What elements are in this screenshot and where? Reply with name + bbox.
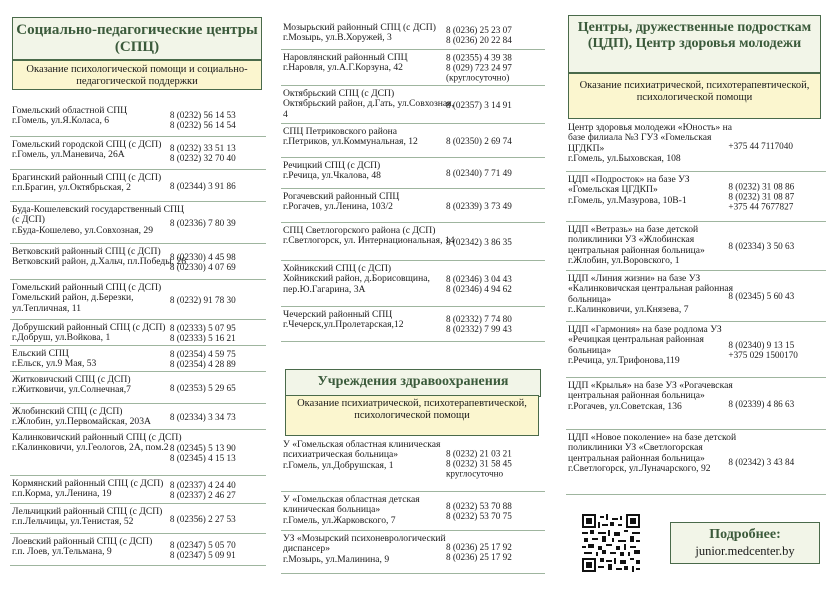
phone-number[interactable]: 8 (02334) 3 50 63 <box>728 240 795 251</box>
phone-number[interactable]: 8 (02340) 9 13 15 <box>728 339 795 350</box>
phone-number[interactable]: 8 (02346) 3 04 43 <box>445 273 512 284</box>
cdp-title: Центры, дружественные подросткам (ЦДП), Центр здоровья молодежи <box>577 20 812 51</box>
contact-name-address: Гомельский районный СПЦ (с ДСП) Гомельский район, д.Березки, ул.Тепличная, 11 <box>12 282 162 314</box>
contact-phones <box>170 348 262 368</box>
phone-number[interactable]: 8 (02330) 4 45 98 <box>169 251 236 262</box>
phone-number[interactable]: 8 (0232) 31 58 45 <box>445 458 512 469</box>
list-item <box>281 492 545 531</box>
list-item <box>281 307 545 342</box>
contact-name-address: Центр здоровья молодежи «Юность» на базе филиала №3 ГУЗ «Гомельская ЦГДКП» г.Гомель, ул.Быховская, 108 <box>568 122 733 165</box>
spc-title-box <box>12 17 262 60</box>
phone-number[interactable]: 8 (0232) 31 08 86 <box>728 181 795 192</box>
phone-number[interactable]: (круглосуточно) <box>445 72 510 83</box>
phone-number[interactable]: 8 (0232) 53 70 88 <box>445 500 512 511</box>
phone-number[interactable]: +375 44 7117040 <box>728 140 793 151</box>
phone-number[interactable]: 8 (02354) 4 28 89 <box>169 358 236 369</box>
spc-title: Социально-педагогические центры (СПЦ) <box>16 22 258 55</box>
list-item <box>281 86 545 124</box>
list-item <box>10 170 266 202</box>
contact-name-address: Гомельский областной СПЦ г.Гомель, ул.Я.Коласа, 6 <box>12 105 128 127</box>
contact-phones <box>446 542 541 562</box>
contact-phones <box>170 513 262 523</box>
list-item <box>281 531 545 574</box>
contact-phones <box>446 200 541 210</box>
more-info-title: Подробнее: <box>709 527 781 542</box>
phone-number[interactable]: круглосуточно <box>445 469 504 480</box>
phone-number[interactable]: 8 (02357) 3 14 91 <box>445 99 512 110</box>
contact-phones <box>170 479 262 499</box>
phone-number[interactable]: 8 (0232) 32 70 40 <box>169 153 236 163</box>
cdp-subtitle-box <box>568 73 821 119</box>
list-item <box>10 280 266 320</box>
contact-name-address: ЦДП «Гармония» на базе родлома УЗ «Речицкая центральная районная больница» г.Речица, ул.Трифонова,119 <box>568 324 722 367</box>
contact-phones <box>728 241 822 251</box>
contact-name-address: Буда-Кошелевский государственный СПЦ (с ДСП) г.Буда-Кошелево, ул.Совхозная, 29 <box>12 204 184 236</box>
list-item <box>10 404 266 430</box>
contact-phones <box>170 180 262 190</box>
list-item <box>566 222 826 271</box>
phone-number[interactable]: 8 (02347) 5 09 91 <box>169 549 236 560</box>
phone-number[interactable]: 8 (02350) 2 69 74 <box>445 135 512 146</box>
contact-phones <box>170 539 262 559</box>
contact-name-address: Наровлянский районный СПЦ г.Наровля, ул.А.Г.Корзуна, 42 <box>283 52 408 74</box>
contact-phones <box>446 449 541 480</box>
contact-phones <box>446 135 541 145</box>
phone-number[interactable]: 8 (02330) 4 07 69 <box>169 261 236 272</box>
qr-code-icon <box>582 514 640 572</box>
contact-phones <box>446 236 541 246</box>
contact-name-address: Ельский СПЦ г.Ельск, ул.9 Мая, 53 <box>12 348 97 370</box>
contact-phones <box>728 339 822 359</box>
phone-number[interactable]: +375 44 7677827 <box>728 201 794 212</box>
list-item <box>566 430 826 495</box>
contact-name-address: СПЦ Светлогорского района (с ДСП) г.Светлогорск, ул. Интернациональная, 14 <box>283 225 455 247</box>
contact-name-address: Речицкий СПЦ (с ДСП) г.Речица, ул.Чкалова, 48 <box>283 160 381 182</box>
phone-number[interactable]: 8 (02342) 3 86 35 <box>445 236 512 247</box>
contact-name-address: УЗ «Мозырский психоневрологический диспансер» г.Мозырь, ул.Малинина, 9 <box>283 533 446 565</box>
contact-name-address: Лельчицкий районный СПЦ (с ДСП) г.п.Лельчицы, ул.Тенистая, 52 <box>12 506 163 528</box>
phone-number[interactable]: 8 (02353) 5 29 65 <box>169 382 236 393</box>
list-item <box>281 437 545 492</box>
contact-phones <box>170 109 262 129</box>
phone-number[interactable]: 8 (02337) 4 24 40 <box>169 479 236 490</box>
contact-phones <box>446 273 541 293</box>
list-item <box>10 372 266 404</box>
contact-name-address: Ветковский районный СПЦ (с ДСП) Ветковский район, д.Хальч, пл.Победы, 26 <box>12 246 187 268</box>
phone-number[interactable]: 8 (02333) 5 16 21 <box>169 332 236 343</box>
contact-name-address: СПЦ Петриковского района г.Петриков, ул.Коммунальная, 12 <box>283 126 418 148</box>
phone-number[interactable]: 8 (0232) 91 78 30 <box>169 294 236 305</box>
list-item <box>281 223 545 261</box>
list-item <box>281 189 545 223</box>
phone-number[interactable]: 8 (02336) 7 80 39 <box>169 217 236 228</box>
spc-list-continued <box>281 20 545 342</box>
contact-name-address: Добрушский районный СПЦ (с ДСП) г.Добруш, ул.Войкова, 1 <box>12 322 166 344</box>
contact-name-address: Чечерский районный СПЦ г.Чечерск,ул.Пролетарская,12 <box>283 309 404 331</box>
more-info-box <box>670 522 820 564</box>
contact-phones <box>170 143 262 163</box>
contact-phones <box>170 322 262 342</box>
phone-number[interactable]: 8 (02355) 4 39 38 <box>445 52 512 63</box>
contact-phones <box>170 411 262 421</box>
list-item <box>566 322 826 378</box>
list-item <box>10 244 266 280</box>
phone-number[interactable]: +375 029 1500170 <box>728 349 798 360</box>
phone-number[interactable]: 8 (02347) 5 05 70 <box>169 539 236 550</box>
cdp-title-box <box>568 15 821 73</box>
contact-name-address: ЦДП «Линия жизни» на базе УЗ «Калинковичская центральная районная больница» г..Калинковичи, ул.Князева, 7 <box>568 273 734 316</box>
phone-number[interactable]: 8 (02345) 5 60 43 <box>728 290 795 301</box>
phone-number[interactable]: 8 (02337) 2 46 27 <box>169 489 236 500</box>
phone-number[interactable]: 8 (02339) 3 73 49 <box>445 200 512 211</box>
list-item <box>281 124 545 158</box>
phone-number[interactable]: 8 (0236) 25 17 92 <box>445 541 512 552</box>
list-item <box>281 50 545 86</box>
spc-subtitle-box <box>12 60 262 90</box>
phone-number[interactable]: 8 (02344) 3 91 86 <box>169 180 236 191</box>
list-item <box>566 378 826 430</box>
list-item <box>10 476 266 504</box>
contact-name-address: У «Гомельская областная детская клиническая больница» г.Гомель, ул.Жарковского, 7 <box>283 494 420 526</box>
contact-name-address: Жлобинский СПЦ (с ДСП) г.Жлобин, ул.Первомайская, 203А <box>12 406 151 428</box>
health-subtitle: Оказание психиатрической, психотерапевтической, психологической помощи <box>297 398 527 421</box>
health-subtitle-box <box>285 395 539 436</box>
phone-number[interactable]: 8 (0232) 33 51 13 <box>169 142 236 153</box>
list-item <box>566 172 826 222</box>
contact-name-address: Мозырьский районный СПЦ (с ДСП) г.Мозырь, ул.В.Хоружей, 3 <box>283 22 436 44</box>
contact-name-address: Житковичский СПЦ (с ДСП) г.Житковичи, ул.Солнечная,7 <box>12 374 131 396</box>
contact-phones <box>446 314 541 334</box>
list-item <box>281 158 545 189</box>
contact-name-address: Октябрьский СПЦ (с ДСП) Октябрьский район, д.Гать, ул.Совхозная, 4 <box>283 88 454 120</box>
list-item <box>10 202 266 244</box>
contact-name-address: Гомельский городской СПЦ (с ДСП) г.Гомель, ул.Маневича, 26А <box>12 139 162 161</box>
contact-name-address: Хойникский СПЦ (с ДСП) Хойникский район, д.Борисовщина, пер.Ю.Гагарина, 3А <box>283 263 430 295</box>
list-item <box>566 271 826 322</box>
phone-number[interactable]: 8 (02354) 4 59 75 <box>169 348 236 359</box>
contact-phones <box>728 140 822 150</box>
phone-number[interactable]: 8 (0232) 31 08 87 <box>728 191 795 202</box>
contact-phones <box>170 251 262 271</box>
contact-phones <box>446 52 541 83</box>
phone-number[interactable]: 8 (02333) 5 07 95 <box>169 322 236 333</box>
contact-phones <box>728 181 822 212</box>
phone-number[interactable]: 8 (0236) 25 17 92 <box>445 552 512 562</box>
phone-number[interactable]: 8 (02346) 4 94 62 <box>445 283 512 294</box>
contact-name-address: ЦДП «Подросток» на базе УЗ «Гомельская ЦГДКП» г.Гомель, ул.Мазурова, 10В-1 <box>568 174 690 206</box>
contact-phones <box>728 291 822 301</box>
list-item <box>10 346 266 372</box>
list-item <box>566 120 826 172</box>
phone-number[interactable]: 8 (0232) 56 14 54 <box>169 119 236 130</box>
contact-phones <box>728 398 822 408</box>
health-title: Учреждения здравоохранения <box>317 374 509 389</box>
phone-number[interactable]: 8 (02345) 5 13 90 <box>169 442 236 453</box>
cdp-subtitle: Оказание психиатрической, психотерапевтической, психологической помощи <box>579 80 810 103</box>
contact-name-address: Лоевский районный СПЦ (с ДСП) г.п. Лоев, ул.Тельмана, 9 <box>12 536 153 558</box>
phone-number[interactable]: 8 (02356) 2 27 53 <box>169 513 236 524</box>
cdp-list <box>566 120 826 495</box>
spc-subtitle: Оказание психологической помощи и социально-педагогической поддержки <box>26 64 248 87</box>
phone-number[interactable]: 8 (02342) 3 43 84 <box>728 456 795 467</box>
more-info-link[interactable]: junior.medcenter.by <box>695 544 795 558</box>
spc-list <box>10 103 266 566</box>
contact-phones <box>446 24 541 44</box>
contact-name-address: Брагинский районный СПЦ (с ДСП) г.п.Брагин, ул.Октябрьская, 2 <box>12 172 162 194</box>
list-item <box>10 430 266 476</box>
phone-number[interactable]: 8 (02334) 3 34 73 <box>169 411 236 422</box>
phone-number[interactable]: 8 (0232) 21 03 21 <box>445 448 512 459</box>
contact-phones <box>170 382 262 392</box>
contact-phones <box>170 217 262 227</box>
contact-phones <box>446 168 541 178</box>
list-item <box>10 534 266 566</box>
contact-phones <box>728 457 822 467</box>
contact-phones <box>446 99 541 109</box>
contact-name-address: ЦДП «Новое поколение» на базе детской поликлиники УЗ «Светлогорская центральная районная больница» г.Светлогорск, ул.Луначарского, 92 <box>568 432 737 475</box>
phone-number[interactable]: 8 (0236) 20 22 84 <box>445 34 512 45</box>
phone-number[interactable]: 8 (029) 723 24 97 <box>445 62 512 73</box>
contact-phones <box>446 501 541 521</box>
contact-name-address: ЦДП «Ветразь» на базе детской поликлиники УЗ «Жлобинская центральная районная больница» г.Жлобин, ул.Воровского, 1 <box>568 224 705 267</box>
phone-number[interactable]: 8 (02340) 7 71 49 <box>445 167 512 178</box>
health-list <box>281 437 545 574</box>
phone-number[interactable]: 8 (0236) 25 23 07 <box>445 24 512 35</box>
phone-number[interactable]: 8 (0232) 56 14 53 <box>169 109 236 120</box>
contact-phones <box>170 294 262 304</box>
contact-name-address: Калинковичский районный СПЦ (с ДСП) г.Калинковичи, ул.Геологов, 2А, пом.2 <box>12 432 182 454</box>
list-item <box>10 103 266 137</box>
list-item <box>10 320 266 346</box>
phone-number[interactable]: 8 (0232) 53 70 75 <box>445 511 512 521</box>
contact-name-address: Рогачевский районный СПЦ г.Рогачев, ул.Ленина, 103/2 <box>283 191 400 213</box>
list-item <box>10 137 266 170</box>
contact-phones <box>170 442 262 462</box>
contact-name-address: У «Гомельская областная клиническая психиатрическая больница» г.Гомель, ул.Добрушская, 1 <box>283 439 441 471</box>
contact-name-address: ЦДП «Крылья» на базе УЗ «Рогачевская центральная районная больница» г.Рогачев, ул.Советская, 136 <box>568 380 733 412</box>
phone-number[interactable]: 8 (02339) 4 86 63 <box>728 398 795 409</box>
health-title-box <box>285 369 541 397</box>
phone-number[interactable]: 8 (02332) 7 99 43 <box>445 324 512 334</box>
list-item <box>281 261 545 307</box>
list-item <box>10 504 266 534</box>
list-item <box>281 20 545 50</box>
phone-number[interactable]: 8 (02332) 7 74 80 <box>445 313 512 324</box>
phone-number[interactable]: 8 (02345) 4 15 13 <box>169 452 236 463</box>
contact-name-address: Кормянский районный СПЦ (с ДСП) г.п.Корма, ул.Ленина, 19 <box>12 478 164 500</box>
